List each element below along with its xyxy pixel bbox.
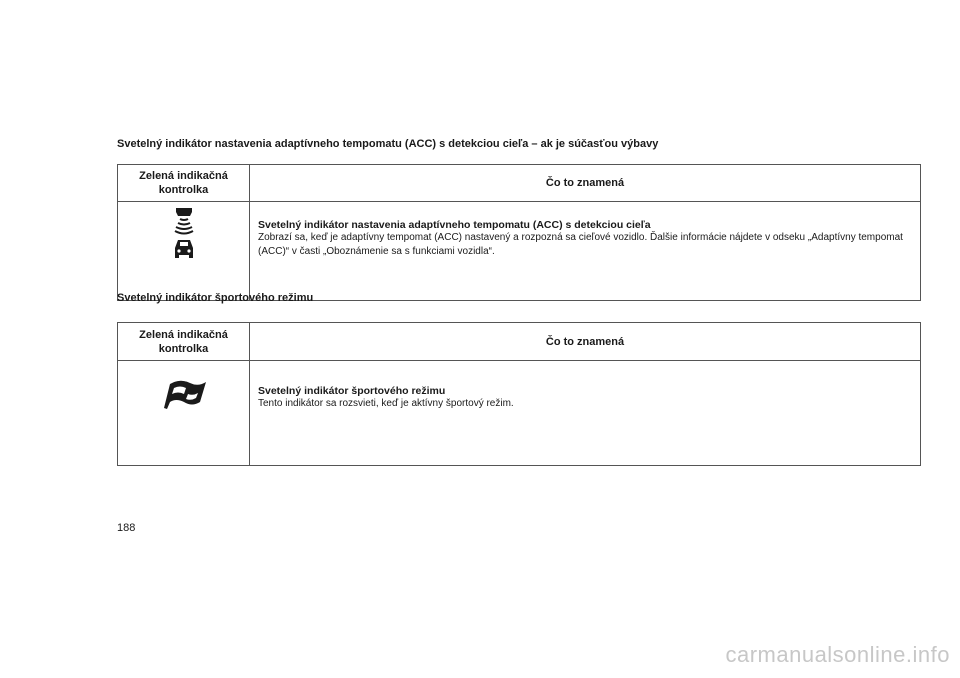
- indicator-title: Svetelný indikátor športového režimu: [258, 385, 446, 397]
- indicator-icon-cell: [118, 202, 250, 301]
- column-header-indicator: Zelená indikačná kontrolka: [118, 165, 250, 202]
- acc-target-detected-icon: [170, 206, 198, 264]
- table-header-row: [118, 323, 921, 361]
- indicator-icon-cell: [118, 361, 250, 466]
- indicator-title: Svetelný indikátor nastavenia adaptívneho tempomatu (ACC) s detekciou cieľa: [258, 219, 651, 231]
- indicator-description: Tento indikátor sa rozsvieti, keď je aktívny športový režim.: [258, 398, 514, 409]
- indicator-description-cell: [250, 361, 921, 466]
- table-row: [118, 361, 921, 466]
- column-header-meaning: Čo to znamená: [250, 165, 921, 202]
- table-row: [118, 202, 921, 301]
- sport-flag-icon: [158, 378, 210, 410]
- table-header-row: [118, 165, 921, 202]
- watermark: carmanualsonline.info: [725, 642, 950, 667]
- indicator-description: Zobrazí sa, keď je adaptívny tempomat (ACC) nastavený a rozpozná sa cieľové vozidlo. Ďalšie informácie nájdete v odseku „Adaptívny tempomat (ACC)“ v časti „Oboznámenie sa s funkciami vozidla“.: [258, 232, 903, 257]
- column-header-indicator: Zelená indikačná kontrolka: [118, 323, 250, 361]
- indicator-table-sport: [117, 322, 921, 466]
- section-heading-sport: Svetelný indikátor športového režimu: [117, 292, 314, 304]
- indicator-description-cell: [250, 202, 921, 301]
- indicator-table-acc: [117, 164, 921, 301]
- section-heading-acc: Svetelný indikátor nastavenia adaptívneho tempomatu (ACC) s detekciou cieľa – ak je súčasťou výbavy: [117, 138, 659, 150]
- column-header-meaning: Čo to znamená: [250, 323, 921, 361]
- page-number: 188: [117, 522, 136, 534]
